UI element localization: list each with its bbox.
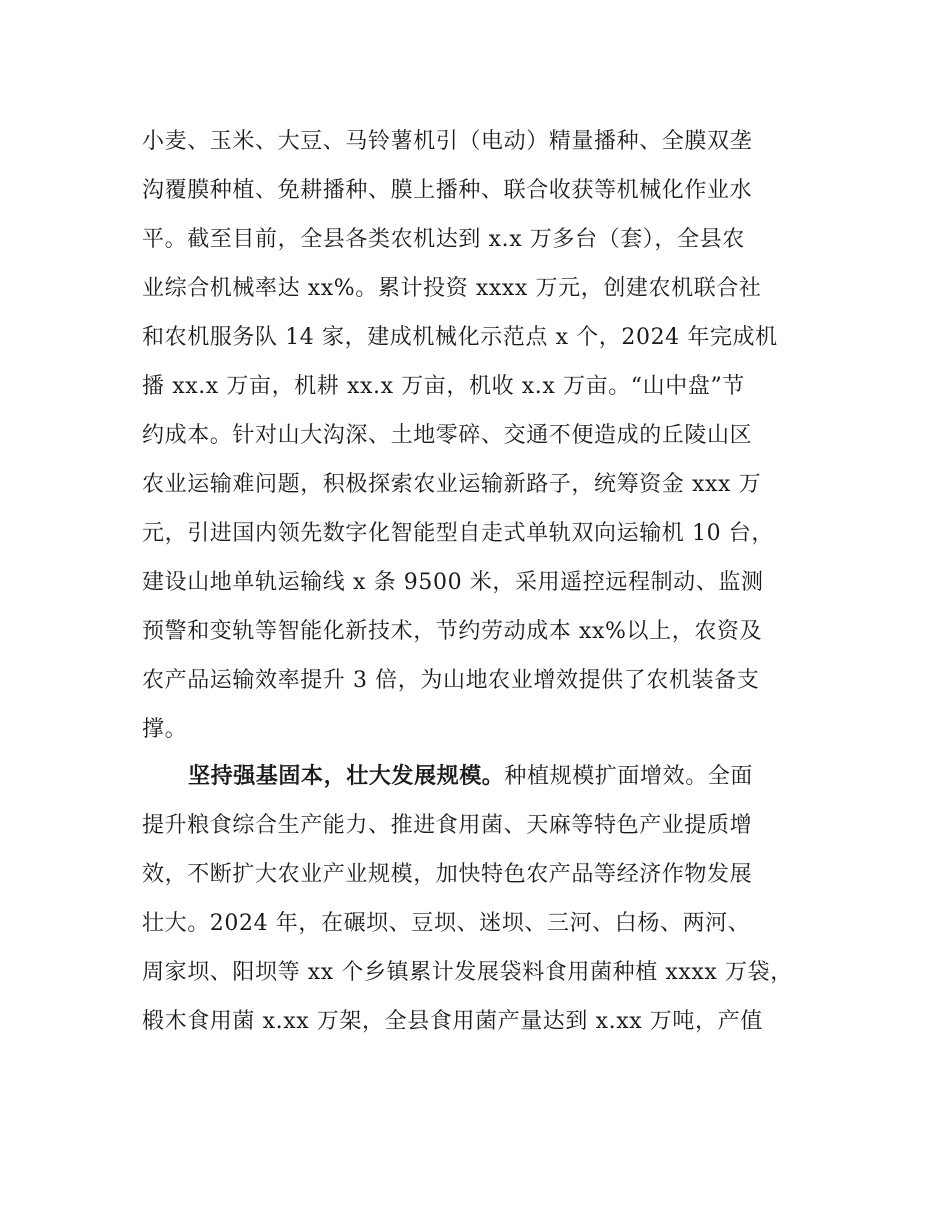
text-line: 业综合机械率达 xx%。累计投资 xxxx 万元，创建农机联合社 bbox=[142, 276, 762, 301]
text-line: 预警和变轨等智能化新技术，节约劳动成本 xx%以上，农资及 bbox=[142, 619, 763, 644]
text-line: 平。截至目前，全县各类农机达到 x.x 万多台（套），全县农 bbox=[142, 227, 745, 252]
text-line: 农业运输难问题，积极探索农业运输新路子，统筹资金 xxx 万 bbox=[142, 472, 762, 497]
text-line: 提升粮食综合生产能力、推进食用菌、天麻等特色产业提质增 bbox=[142, 813, 753, 838]
text-line: 小麦、玉米、大豆、马铃薯机引（电动）精量播种、全膜双垄 bbox=[142, 129, 753, 154]
text-line: 元，引进国内领先数字化智能型自走式单轨双向运输机 10 台， bbox=[142, 521, 774, 546]
text-line: 周家坝、阳坝等 xx 个乡镇累计发展袋料食用菌种植 xxxx 万袋， bbox=[142, 960, 793, 985]
text-line: 播 xx.x 万亩，机耕 xx.x 万亩，机收 x.x 万亩。“山中盘”节 bbox=[142, 374, 745, 399]
text-line: 椴木食用菌 x.xx 万架，全县食用菌产量达到 x.xx 万吨，产值 bbox=[142, 1009, 763, 1034]
text-line: 农产品运输效率提升 3 倍，为山地农业增效提供了农机装备支 bbox=[142, 668, 760, 693]
text-line: 撑。 bbox=[142, 717, 188, 742]
paragraph-lead-text: 种植规模扩面增效。全面 bbox=[504, 764, 754, 789]
text-line: 和农机服务队 14 家，建成机械化示范点 x 个，2024 年完成机 bbox=[142, 325, 778, 350]
text-line: 建设山地单轨运输线 x 条 9500 米，采用遥控远程制动、监测 bbox=[142, 570, 764, 595]
text-line: 沟覆膜种植、免耕播种、膜上播种、联合收获等机械化作业水 bbox=[142, 178, 753, 203]
text-line: 壮大。2024 年，在碾坝、豆坝、迷坝、三河、白杨、两河、 bbox=[142, 911, 751, 936]
paragraph-heading: 坚持强基固本，壮大发展规模。 bbox=[188, 764, 505, 789]
text-line: 约成本。针对山大沟深、土地零碎、交通不便造成的丘陵山区 bbox=[142, 423, 753, 448]
paragraph-first-line bbox=[188, 760, 753, 794]
text-line: 效，不断扩大农业产业规模，加快特色农产品等经济作物发展 bbox=[142, 862, 753, 887]
